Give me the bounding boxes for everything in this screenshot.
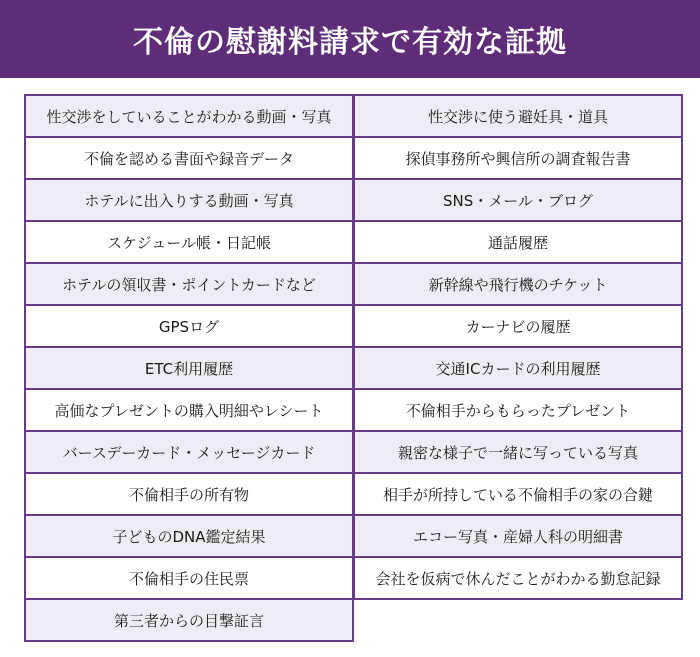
evidence-cell-left: ホテルに出入りする動画・写真 [24, 178, 354, 222]
evidence-cell-right: 新幹線や飛行機のチケット [353, 262, 683, 306]
evidence-cell-right: SNS・メール・ブログ [353, 178, 683, 222]
evidence-cell-left: ホテルの領収書・ポイントカードなど [24, 262, 354, 306]
evidence-cell-left: 不倫相手の住民票 [24, 556, 354, 600]
evidence-cell-left: 不倫を認める書面や録音データ [24, 136, 354, 180]
page-title: 不倫の慰謝料請求で有効な証拠 [133, 25, 567, 60]
evidence-cell-right: 交通ICカードの利用履歴 [353, 346, 683, 390]
evidence-cell-left: 性交渉をしていることがわかる動画・写真 [24, 94, 354, 138]
evidence-cell-left: スケジュール帳・日記帳 [24, 220, 354, 264]
evidence-cell-left: 第三者からの目撃証言 [24, 598, 354, 642]
evidence-cell-left: GPSログ [24, 304, 354, 348]
evidence-cell-left: バースデーカード・メッセージカード [24, 430, 354, 474]
evidence-cell-left: 高価なプレゼントの購入明細やレシート [24, 388, 354, 432]
evidence-cell-right: 探偵事務所や興信所の調査報告書 [353, 136, 683, 180]
evidence-table [24, 94, 683, 644]
evidence-cell-right: 親密な様子で一緒に写っている写真 [353, 430, 683, 474]
evidence-cell-left: ETC利用履歴 [24, 346, 354, 390]
evidence-cell-right: カーナビの履歴 [353, 304, 683, 348]
evidence-cell-right: 通話履歴 [353, 220, 683, 264]
header-banner [0, 0, 700, 78]
evidence-cell-left: 子どものDNA鑑定結果 [24, 514, 354, 558]
evidence-cell-right: 会社を仮病で休んだことがわかる勤怠記録 [353, 556, 683, 600]
evidence-cell-right: 相手が所持している不倫相手の家の合鍵 [353, 472, 683, 516]
evidence-cell-right: 性交渉に使う避妊具・道具 [353, 94, 683, 138]
evidence-cell-right: 不倫相手からもらったプレゼント [353, 388, 683, 432]
evidence-cell-right: エコー写真・産婦人科の明細書 [353, 514, 683, 558]
evidence-cell-left: 不倫相手の所有物 [24, 472, 354, 516]
